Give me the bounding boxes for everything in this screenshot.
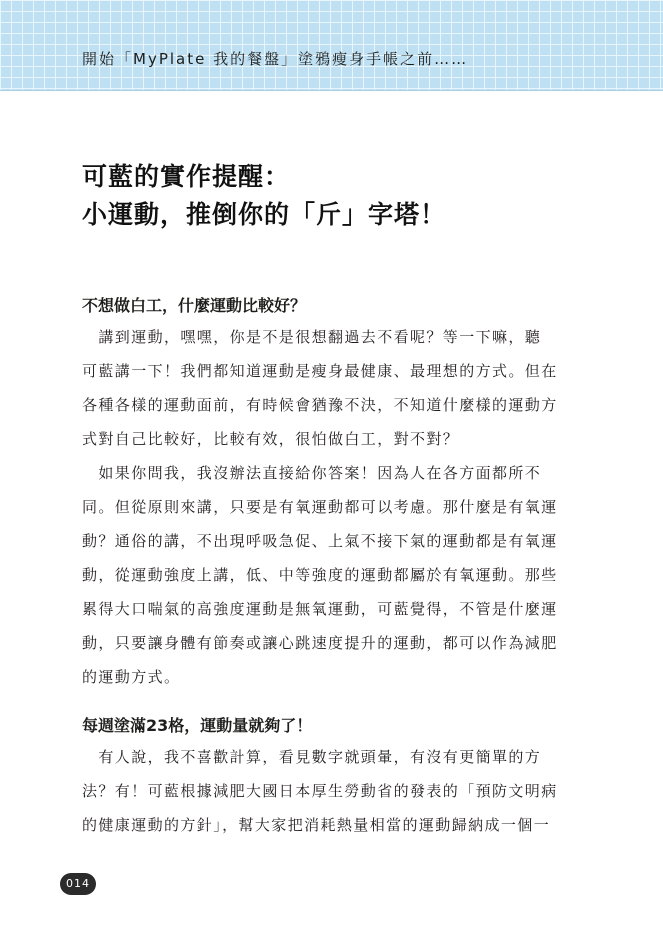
page-number-badge: 014 [60, 873, 96, 895]
body-line: 法？有！可藍根據減肥大國日本厚生勞動省的發表的「預防文明病 [82, 782, 558, 800]
body-line: 可藍講一下！我們都知道運動是瘦身最健康、最理想的方式。但在 [82, 362, 558, 380]
body-line: 式對自己比較好，比較有效，很怕做白工，對不對？ [82, 430, 460, 448]
body-line: 如果你問我，我沒辦法直接給你答案！因為人在各方面都所不 [82, 464, 542, 482]
section-1-body [82, 320, 582, 694]
section-title-1: 不想做白工，什麼運動比較好？ [82, 296, 307, 315]
chapter-heading [82, 158, 446, 234]
heading-line-1: 可藍的實作提醒： [82, 162, 291, 191]
body-line: 動，從運動強度上講，低、中等強度的運動都屬於有氧運動。那些 [82, 566, 558, 584]
heading-line-2: 小運動，推倒你的「斤」字塔！ [82, 200, 447, 229]
body-line: 的運動方式。 [82, 668, 181, 686]
body-line: 動？通俗的講，不出現呼吸急促、上氣不接下氣的運動都是有氧運 [82, 532, 558, 550]
body-line: 各種各樣的運動面前，有時候會猶豫不決，不知道什麼樣的運動方 [82, 396, 558, 414]
section-title-2: 每週塗滿23格，運動量就夠了！ [82, 716, 313, 735]
section-2-body [82, 740, 582, 842]
body-line: 動，只要讓身體有節奏或讓心跳速度提升的運動，都可以作為減肥 [82, 634, 558, 652]
body-line: 的健康運動的方針」，幫大家把消耗熱量相當的運動歸納成一個一 [82, 816, 551, 834]
body-line: 講到運動，嘿嘿，你是不是很想翻過去不看呢？等一下嘛，聽 [82, 328, 542, 346]
running-header-title: 開始「MyPlate 我的餐盤」塗鴉瘦身手帳之前…… [82, 50, 469, 68]
body-line: 有人說，我不喜歡計算，看見數字就頭暈，有沒有更簡單的方 [82, 748, 542, 766]
body-line: 累得大口喘氣的高強度運動是無氧運動，可藍覺得，不管是什麼運 [82, 600, 558, 618]
header-band [0, 0, 663, 91]
body-line: 同。但從原則來講，只要是有氧運動都可以考慮。那什麼是有氧運 [82, 498, 558, 516]
